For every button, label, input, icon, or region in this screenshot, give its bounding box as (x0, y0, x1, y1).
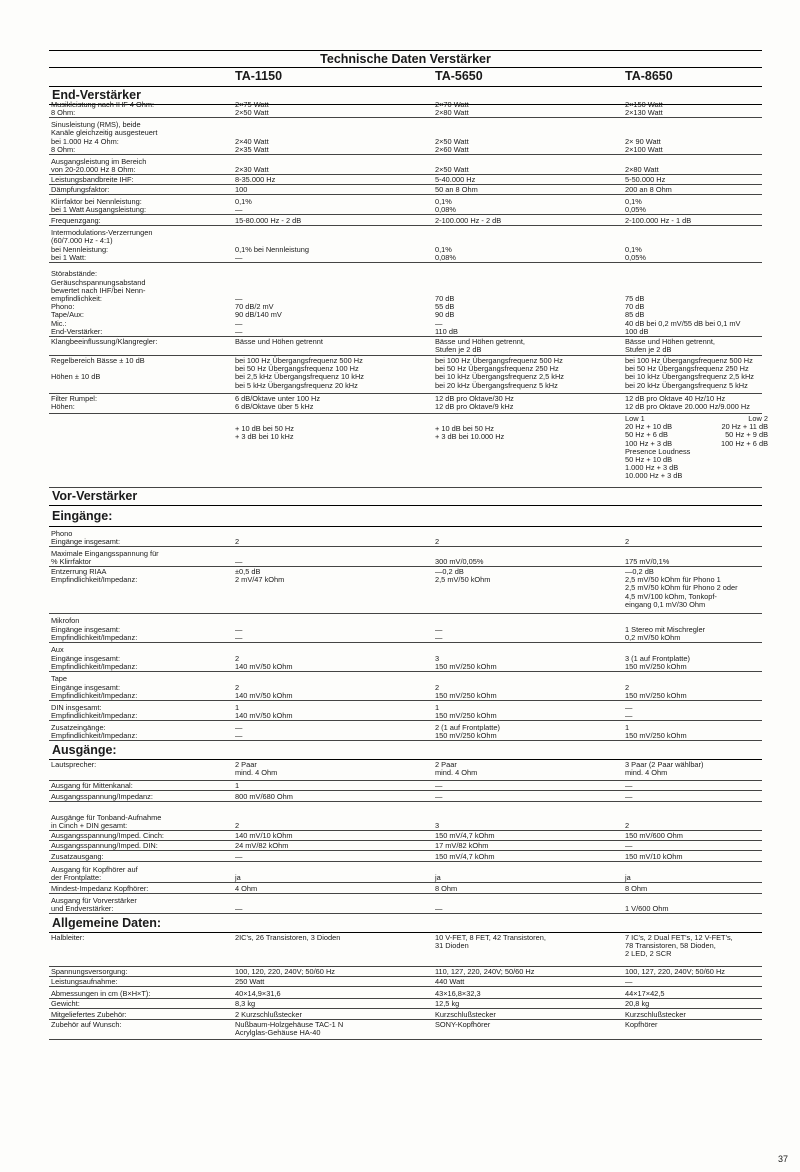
table-row (49, 394, 762, 414)
table-row (49, 894, 762, 914)
loudness-row (49, 414, 768, 488)
ta-8650-value: 3 (1 auf Frontplatte) 150 mV/250 kOhm (625, 653, 690, 671)
ta-5650-value: ja (435, 872, 441, 882)
ta-1150-value: 4 Ohm (235, 883, 258, 893)
ta-8650-value: 2×150 Watt 2×130 Watt (625, 99, 663, 117)
low-2-value: 100 Hz + 6 dB (720, 438, 768, 448)
ta-1150-value: 2 Paar mind. 4 Ohm (235, 760, 278, 778)
ta-5650-value: 150 mV/4,7 kOhm (435, 851, 495, 861)
spec-label: Mindest-Impedanz Kopfhörer: (51, 883, 149, 893)
ta-5650-value: — — (435, 624, 443, 642)
spec-label: Mikrofon Eingänge insgesamt: Empfindlichkeit/Impedanz: (51, 616, 138, 642)
ta-5650-value: Kurzschlußstecker (435, 1009, 496, 1019)
table-row (49, 862, 762, 883)
table-row (49, 527, 762, 547)
ta-1150-value: — 70 dB/2 mV 90 dB/140 mV — — (235, 293, 282, 336)
section-heading-aus: Ausgänge: (49, 741, 762, 760)
ta-8650-value: 2 150 mV/250 kOhm (625, 682, 687, 700)
spec-label: Ausgänge für Tonband-Aufnahme in Cinch + DIN gesamt: (51, 812, 162, 830)
ta-1150-value: 15-80.000 Hz - 2 dB (235, 215, 302, 225)
spec-label: Mitgeliefertes Zubehör: (51, 1009, 127, 1019)
ta-5650-value: 8 Ohm (435, 883, 458, 893)
ta-1150-value: 8-35.000 Hz (235, 174, 276, 184)
ta-5650-value: 110, 127, 220, 240V; 50/60 Hz (435, 966, 535, 976)
ta-1150-value: 8,3 kg (235, 998, 256, 1008)
ta-1150-value: — — (235, 722, 243, 740)
spec-label: Lautsprecher: (51, 760, 97, 769)
low-1-value: 50 Hz + 6 dB (625, 430, 668, 440)
ta-5650-value: 3 150 mV/250 kOhm (435, 653, 497, 671)
spec-label: Zusatzeingänge: Empfindlichkeit/Impedanz: (51, 722, 138, 740)
ta-8650-value: 100, 127, 220, 240V; 50/60 Hz (625, 966, 725, 976)
ta-8650-value: — (625, 780, 633, 790)
ta-1150-value: — (235, 556, 243, 566)
ta-1150-value: 250 Watt (235, 976, 265, 986)
ta-1150-value: 2 (235, 820, 240, 830)
spec-label: Ausgang für Mittenkanal: (51, 780, 133, 790)
spec-label: Intermodulations-Verzerrungen (60/7.000 Hz - 4:1) bei Nennleistung: bei 1 Watt: (51, 228, 153, 262)
page-number: 37 (778, 1154, 789, 1164)
spec-label: Zubehör auf Wunsch: (51, 1020, 122, 1029)
table-row (49, 175, 762, 185)
ta-8650-value: 3 Paar (2 Paar wählbar) mind. 4 Ohm (625, 760, 704, 778)
ta-5650-value: 0,1% 0,08% (435, 196, 456, 214)
table-row (49, 781, 762, 791)
ta-1150-value: — — (235, 624, 243, 642)
ta-8650-value: 0,1% 0,05% (625, 244, 646, 262)
table-row (49, 99, 762, 118)
ta-5650-value: 440 Watt (435, 976, 465, 986)
table-row (49, 841, 762, 851)
ta-5650-value: —0,2 dB 2,5 mV/50 kOhm (435, 567, 491, 585)
ta-1150-value: 2×75 Watt 2×50 Watt (235, 99, 269, 117)
section-heading-vor: Vor-Verstärker (49, 488, 762, 506)
low-1-value: 20 Hz + 10 dB (625, 422, 673, 432)
ta-8650-value: — (625, 840, 633, 850)
ta-8650-value: Kurzschlußstecker (625, 1009, 686, 1019)
ta-8650-value: 150 mV/600 Ohm (625, 830, 683, 840)
ta-8650-value: bei 100 Hz Übergangsfrequenz 500 Hz bei 50 Hz Übergangsfrequenz 250 Hz bei 10 kHz Übergangsfrequenz 2,5 kHz bei 20 kHz Übergangsfrequenz 5 kHz (625, 356, 754, 390)
spec-label: Regelbereich Bässe ± 10 dB Höhen ± 10 dB (51, 356, 145, 382)
ta-5650-value: 2×50 Watt (435, 164, 469, 174)
model-header-row (49, 68, 762, 87)
ta-8650-value: Bässe und Höhen getrennt, Stufen je 2 dB (625, 337, 715, 355)
table-row (49, 802, 762, 831)
table-row (49, 999, 762, 1009)
table-row (49, 883, 762, 894)
spec-label: Spannungsversorgung: (51, 966, 128, 976)
table-title: Technische Daten Verstärker (49, 51, 762, 68)
low-2-value: Low 2 (748, 414, 768, 423)
ta-8650-loudness (620, 414, 768, 487)
spec-label: Leistungsbandbreite IHF: (51, 174, 134, 184)
ta-8650-value: 2-100.000 Hz - 1 dB (625, 215, 692, 225)
table-row (49, 226, 762, 263)
model-ta-5650: TA-5650 (435, 69, 483, 83)
ta-1150-value: 0,1% bei Nennleistung — (235, 244, 309, 262)
low-2-value: 50 Hz + 9 dB (725, 430, 768, 440)
table-row (49, 614, 762, 643)
ta-1150-value: Bässe und Höhen getrennt (235, 337, 323, 346)
ta-5650-value: — (435, 791, 443, 801)
spec-label: Leistungsaufnahme: (51, 976, 118, 986)
table-row (49, 567, 762, 614)
table-row (49, 851, 762, 862)
ta-1150-value: 6 dB/Oktave unter 100 Hz 6 dB/Oktave über 5 kHz (235, 394, 321, 412)
spec-label: Ausgangsspannung/Imped. DIN: (51, 840, 158, 850)
ta-5650-value: 12,5 kg (435, 998, 460, 1008)
ta-1150-value: — (235, 903, 243, 913)
ta-5650-value: bei 100 Hz Übergangsfrequenz 500 Hz bei 50 Hz Übergangsfrequenz 250 Hz bei 10 kHz Übergangsfrequenz 2,5 kHz bei 20 kHz Übergangsfrequenz 5 kHz (435, 356, 564, 390)
ta-5650-value: 2 Paar mind. 4 Ohm (435, 760, 478, 778)
spec-label: Ausgangsspannung/Impedanz: (51, 791, 153, 801)
ta-8650-value: 2 (625, 536, 630, 546)
ta-1150-value: 2 Kurzschlußstecker (235, 1009, 302, 1019)
table-row (49, 195, 762, 215)
ta-1150-value: 140 mV/10 kOhm (235, 830, 293, 840)
ta-5650-value: 5-40.000 Hz (435, 174, 476, 184)
ta-8650-value: 2×80 Watt (625, 164, 659, 174)
ta-8650-value: 2× 90 Watt 2×100 Watt (625, 136, 663, 154)
ta-5650-value: 3 (435, 820, 440, 830)
ta-1150-value: 2 140 mV/50 kOhm (235, 653, 293, 671)
spec-label: Halbleiter: (51, 933, 85, 942)
presence-loudness: Presence Loudness 50 Hz + 10 dB 1.000 Hz + 3 dB 10.000 Hz + 3 dB (625, 446, 691, 481)
ta-1150-value: — (235, 851, 243, 861)
ta-1150-value: 1 140 mV/50 kOhm (235, 702, 293, 720)
table-row (49, 967, 762, 977)
spec-label: Klirrfaktor bei Nennleistung: bei 1 Watt Ausgangsleistung: (51, 196, 147, 214)
table-row (49, 337, 762, 356)
ta-8650-value: 75 dB 70 dB 85 dB 40 dB bei 0,2 mV/55 dB bei 0,1 mV 100 dB (625, 293, 741, 336)
table-row (49, 215, 762, 226)
ta-5650-value: 2-100.000 Hz - 2 dB (435, 215, 502, 225)
ta-1150-value: 2 (235, 536, 240, 546)
table-row (49, 987, 762, 999)
low-2-value: 20 Hz + 11 dB (721, 422, 768, 432)
ta-5650-value: 150 mV/4,7 kOhm (435, 830, 495, 840)
table-row (49, 1009, 762, 1020)
ta-1150-value: 1 (235, 780, 240, 790)
ta-5650-value: SONY-Kopfhörer (435, 1020, 491, 1029)
ta-1150-value: 0,1% — (235, 196, 252, 214)
ta-8650-value: 20,8 kg (625, 998, 650, 1008)
table-row (49, 118, 762, 155)
spec-label: Zusatzausgang: (51, 851, 104, 861)
ta-8650-value: 0,1% 0,05% (625, 196, 646, 214)
table-row (49, 643, 762, 672)
ta-1150-value: 2IC's, 26 Transistoren, 3 Dioden (235, 933, 341, 942)
table-row (49, 356, 762, 394)
ta-5650-value: + 10 dB bei 50 Hz + 3 dB bei 10.000 Hz (435, 424, 505, 442)
spec-label: Sinusleistung (RMS), beide Kanäle gleichzeitig ausgesteuert bei 1.000 Hz 4 Ohm: 8 Ohm: (51, 120, 158, 154)
ta-1150-value: ±0,5 dB 2 mV/47 kOhm (235, 567, 285, 585)
table-row (49, 1020, 762, 1040)
section-heading-all: Allgemeine Daten: (49, 914, 762, 933)
ta-1150-value: 24 mV/82 kOhm (235, 840, 289, 850)
table-row (49, 263, 762, 337)
ta-8650-value: 7 IC's, 2 Dual FET's, 12 V-FET's, 78 Transistoren, 58 Dioden, 2 LED, 2 SCR (625, 933, 733, 959)
spec-label: Tape Eingänge insgesamt: Empfindlichkeit/Impedanz: (51, 674, 138, 700)
table-row (49, 185, 762, 195)
ta-8650-value: 8 Ohm (625, 883, 648, 893)
ta-1150-value: 800 mV/680 Ohm (235, 791, 293, 801)
spec-label: Aux Eingänge insgesamt: Empfindlichkeit/Impedanz: (51, 645, 138, 671)
ta-8650-value: 12 dB pro Oktave 40 Hz/10 Hz 12 dB pro Oktave 20.000 Hz/9.000 Hz (625, 394, 750, 412)
section-heading-end: End-Verstärker (49, 87, 762, 105)
spec-label: Gewicht: (51, 998, 80, 1008)
ta-8650-value: ja (625, 872, 631, 882)
ta-8650-value: 1 Stereo mit Mischregler 0,2 mV/50 kOhm (625, 624, 706, 642)
spec-label: Abmessungen in cm (B×H×T): (51, 988, 151, 998)
spec-label: Phono Eingänge insgesamt: (51, 528, 121, 546)
table-row (49, 721, 762, 741)
table-row (49, 547, 762, 567)
model-ta-8650: TA-8650 (625, 69, 673, 83)
ta-5650-value: — (435, 903, 443, 913)
table-row (49, 760, 762, 781)
spec-label: Ausgangsleistung im Bereich von 20-20.000 Hz 8 Ohm: (51, 156, 147, 174)
ta-1150-value: bei 100 Hz Übergangsfrequenz 500 Hz bei 50 Hz Übergangsfrequenz 100 Hz bei 2,5 kHz Übergangsfrequenz 10 kHz bei 5 kHz Übergangsfrequenz 20 kHz (235, 356, 364, 390)
ta-5650-value: 12 dB pro Oktave/30 Hz 12 dB pro Oktave/9 kHz (435, 394, 514, 412)
spec-label: Dämpfungsfaktor: (51, 184, 110, 194)
ta-8650-value: 1 V/600 Ohm (625, 903, 669, 913)
table-row (49, 701, 762, 721)
ta-5650-value: Bässe und Höhen getrennt, Stufen je 2 dB (435, 337, 525, 355)
spec-label: DIN insgesamt: Empfindlichkeit/Impedanz: (51, 702, 138, 720)
table-row (49, 672, 762, 701)
spec-label: Ausgangsspannung/Imped. Cinch: (51, 830, 164, 840)
ta-5650-value: 70 dB 55 dB 90 dB — 110 dB (435, 293, 458, 336)
ta-5650-value: 17 mV/82 kOhm (435, 840, 489, 850)
ta-1150-value: 100 (235, 184, 248, 194)
ta-5650-value: 0,1% 0,08% (435, 244, 456, 262)
spec-label: Klangbeeinflussung/Klangregler: (51, 337, 158, 346)
spec-label: Frequenzgang: (51, 215, 101, 225)
table-row (49, 831, 762, 841)
ta-1150-value: 40×14,9×31,6 (235, 988, 281, 998)
ta-8650-value: — (625, 791, 633, 801)
low-1-value: Low 1 (625, 414, 645, 423)
low-1-value: 100 Hz + 3 dB (625, 438, 673, 448)
section-heading-ein: Eingänge: (49, 506, 762, 527)
ta-8650-value: 5-50.000 Hz (625, 174, 666, 184)
ta-8650-value: — — (625, 702, 633, 720)
ta-1150-value: 2×40 Watt 2×35 Watt (235, 136, 269, 154)
ta-1150-value: Nußbaum-Holzgehäuse TAC-1 N Acrylglas-Gehäuse HA-40 (235, 1020, 344, 1038)
model-ta-1150: TA-1150 (235, 69, 283, 83)
ta-5650-value: 1 150 mV/250 kOhm (435, 702, 497, 720)
ta-5650-value: 2 (435, 536, 440, 546)
spec-table (49, 50, 768, 1040)
ta-8650-value: — (625, 976, 633, 986)
spec-label: Ausgang für Kopfhörer auf der Frontplatte: (51, 864, 138, 882)
table-row (49, 933, 762, 967)
spec-label: Störabstände: Geräuschspannungsabstand bewertet nach IHF/bei Nenn- empfindlichkeit: Phono: Tape/Aux: Mic.: End-Verstärker: (51, 269, 146, 336)
ta-8650-value: Kopfhörer (625, 1020, 658, 1029)
ta-8650-value: 150 mV/10 kOhm (625, 851, 683, 861)
ta-8650-value: —0,2 dB 2,5 mV/50 kOhm für Phono 1 2,5 mV/50 kOhm für Phono 2 oder 4,5 mV/100 kOhm, Tonkopf- eingang 0,1 mV/30 Ohm (625, 567, 738, 609)
ta-1150-value: 2 140 mV/50 kOhm (235, 682, 293, 700)
spec-label: Entzerrung RIAA Empfindlichkeit/Impedanz: (51, 567, 138, 585)
ta-5650-value: 2×70 Watt 2×80 Watt (435, 99, 469, 117)
ta-8650-value: 44×17×42,5 (625, 988, 665, 998)
spec-label: Maximale Eingangsspannung für % Klirrfaktor (51, 548, 159, 566)
table-row (49, 791, 762, 802)
ta-1150-value: ja (235, 872, 241, 882)
ta-5650-value: 2 (1 auf Frontplatte) 150 mV/250 kOhm (435, 722, 500, 740)
table-row (49, 155, 762, 175)
ta-8650-value: 175 mV/0,1% (625, 556, 670, 566)
ta-1150-value: 2×30 Watt (235, 164, 269, 174)
ta-5650-value: — (435, 780, 443, 790)
spec-label: Filter Rumpel: Höhen: (51, 394, 97, 412)
spec-body (49, 87, 768, 1040)
table-row (49, 977, 762, 987)
ta-5650-value: 2 150 mV/250 kOhm (435, 682, 497, 700)
ta-5650-value: 43×16,8×32,3 (435, 988, 481, 998)
ta-8650-value: 1 150 mV/250 kOhm (625, 722, 687, 740)
ta-8650-value: 200 an 8 Ohm (625, 184, 672, 194)
ta-5650-value: 2×50 Watt 2×60 Watt (435, 136, 469, 154)
ta-8650-value: 2 (625, 820, 630, 830)
spec-label (49, 414, 230, 487)
ta-5650-value: 50 an 8 Ohm (435, 184, 478, 194)
ta-5650-value: 300 mV/0,05% (435, 556, 484, 566)
ta-5650-value: 10 V-FET, 8 FET, 42 Transistoren, 31 Dioden (435, 933, 546, 951)
ta-1150-value: 100, 120, 220, 240V; 50/60 Hz (235, 966, 335, 976)
spec-label: Musikleistung nach IHF 4 Ohm: 8 Ohm: (51, 99, 155, 117)
spec-label: Ausgang für Vorverstärker und Endverstärker: (51, 895, 137, 913)
ta-1150-value: + 10 dB bei 50 Hz + 3 dB bei 10 kHz (235, 424, 294, 442)
